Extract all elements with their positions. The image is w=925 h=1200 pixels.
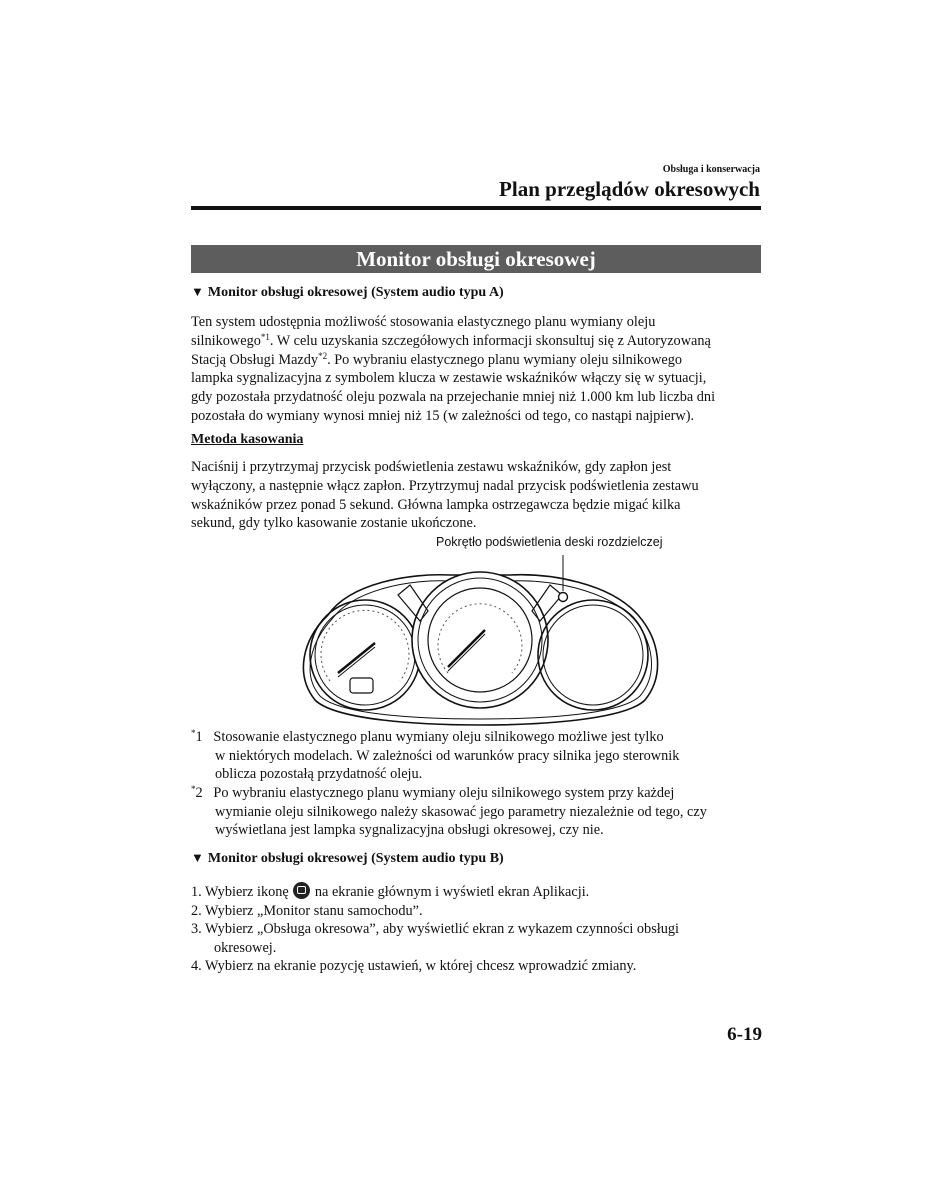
section-label: Obsługa i konserwacja	[662, 164, 760, 175]
method-line: Naciśnij i przytrzymaj przycisk podświetlenia zestawu wskaźników, gdy zapłon jest	[191, 459, 672, 475]
footnote-asterisk: *	[191, 728, 196, 738]
triangle-marker-icon: ▼	[191, 850, 204, 865]
section-banner: Monitor obsługi okresowej	[191, 245, 761, 273]
method-line: wskaźników przez ponad 5 sekund. Główna lampka ostrzegawcza będzie migać kilka	[191, 496, 681, 513]
method-paragraph	[191, 458, 761, 533]
method-heading: Metoda kasowania	[191, 432, 304, 447]
footnote-2	[191, 784, 761, 840]
triangle-marker-icon: ▼	[191, 284, 204, 299]
intro-paragraph	[191, 313, 761, 426]
info-display-gauge	[538, 600, 648, 710]
footnote-ref: *1	[260, 331, 270, 342]
footnote-line: wyświetlana jest lampka sygnalizacyjna obsługi okresowej, czy nie.	[215, 822, 604, 839]
list-item: 1. Wybierz ikonę na ekranie głównym i wyświetl ekran Aplikacji.	[191, 884, 590, 900]
display-window	[350, 678, 373, 693]
footnote-line: oblicza pozostałą przydatność oleju.	[215, 766, 423, 783]
footnote-ref: *2	[318, 350, 328, 361]
footnote-number: 2	[195, 785, 203, 801]
page-number: 6-19	[727, 1024, 762, 1045]
intro-line: lampka sygnalizacyjna z symbolem klucza w zestawie wskaźników włączy się w sytuacji,	[191, 370, 707, 387]
footnote-line: w niektórych modelach. W zależności od warunków pracy silnika jego sterownik	[215, 747, 680, 764]
tachometer-needle	[338, 643, 375, 673]
footnote-line: Stosowanie elastycznego planu wymiany oleju silnikowego możliwe jest tylko	[213, 729, 664, 745]
steps-list	[191, 882, 761, 976]
footnote-line: wymianie oleju silnikowego należy skasować jego parametry niezależnie od tego, czy	[215, 803, 707, 820]
illumination-knob-callout: Pokrętło podświetlenia deski rozdzielczej	[436, 535, 663, 549]
speedometer-gauge	[412, 572, 548, 708]
method-line: sekund, gdy tylko kasowanie zostanie ukończone.	[191, 515, 477, 532]
footnote-1	[191, 728, 761, 784]
header-rule	[191, 206, 761, 210]
tachometer-scale	[321, 610, 409, 681]
applications-icon	[293, 882, 310, 899]
intro-line: Stacją Obsługi Mazdy$^{*2}$. Po wybraniu elastycznego planu wymiany oleju silnikowego	[191, 350, 683, 368]
list-item-continuation: okresowej.	[214, 939, 277, 956]
method-line: wyłączony, a następnie włącz zapłon. Przytrzymuj nadal przycisk podświetlenia zestawu	[191, 477, 699, 494]
info-display-dial	[543, 605, 643, 705]
subsection-a-heading	[191, 284, 504, 301]
page-title: Plan przeglądów okresowych	[499, 177, 760, 201]
illumination-knob[interactable]	[559, 593, 568, 602]
list-item: 3. Wybierz „Obsługa okresowa”, aby wyświetlić ekran z wykazem czynności obsługi	[191, 921, 679, 938]
intro-line: Ten system udostępnia możliwość stosowania elastycznego planu wymiany oleju	[191, 314, 656, 330]
subsection-b-heading	[191, 850, 504, 867]
subsection-b-title: Monitor obsługi okresowej (System audio typu B)	[207, 851, 504, 866]
list-item: 2. Wybierz „Monitor stanu samochodu”.	[191, 902, 423, 919]
instrument-cluster-illustration	[290, 555, 670, 730]
footnote-line: Po wybraniu elastycznego planu wymiany oleju silnikowego system przy każdej	[213, 785, 675, 801]
list-item: 4. Wybierz na ekranie pozycję ustawień, w której chcesz wprowadzić zmiany.	[191, 958, 637, 975]
intro-line: pozostała do wymiany wynosi mniej niż 15 (w zależności od tego, co nastąpi najpierw).	[191, 407, 695, 424]
intro-line: gdy pozostała przydatność oleju pozwala na przejechanie mniej niż 1.000 km lub liczba dni	[191, 389, 716, 406]
footnote-number: 1	[195, 729, 203, 745]
subsection-a-title: Monitor obsługi okresowej (System audio typu A)	[207, 285, 504, 300]
footnote-asterisk: *	[191, 784, 196, 794]
tachometer-needle-shadow	[338, 647, 375, 677]
intro-line: silnikowego$^{*1}$. W celu uzyskania szczegółowych informacji skonsultuj się z Autoryzowaną	[191, 331, 711, 349]
